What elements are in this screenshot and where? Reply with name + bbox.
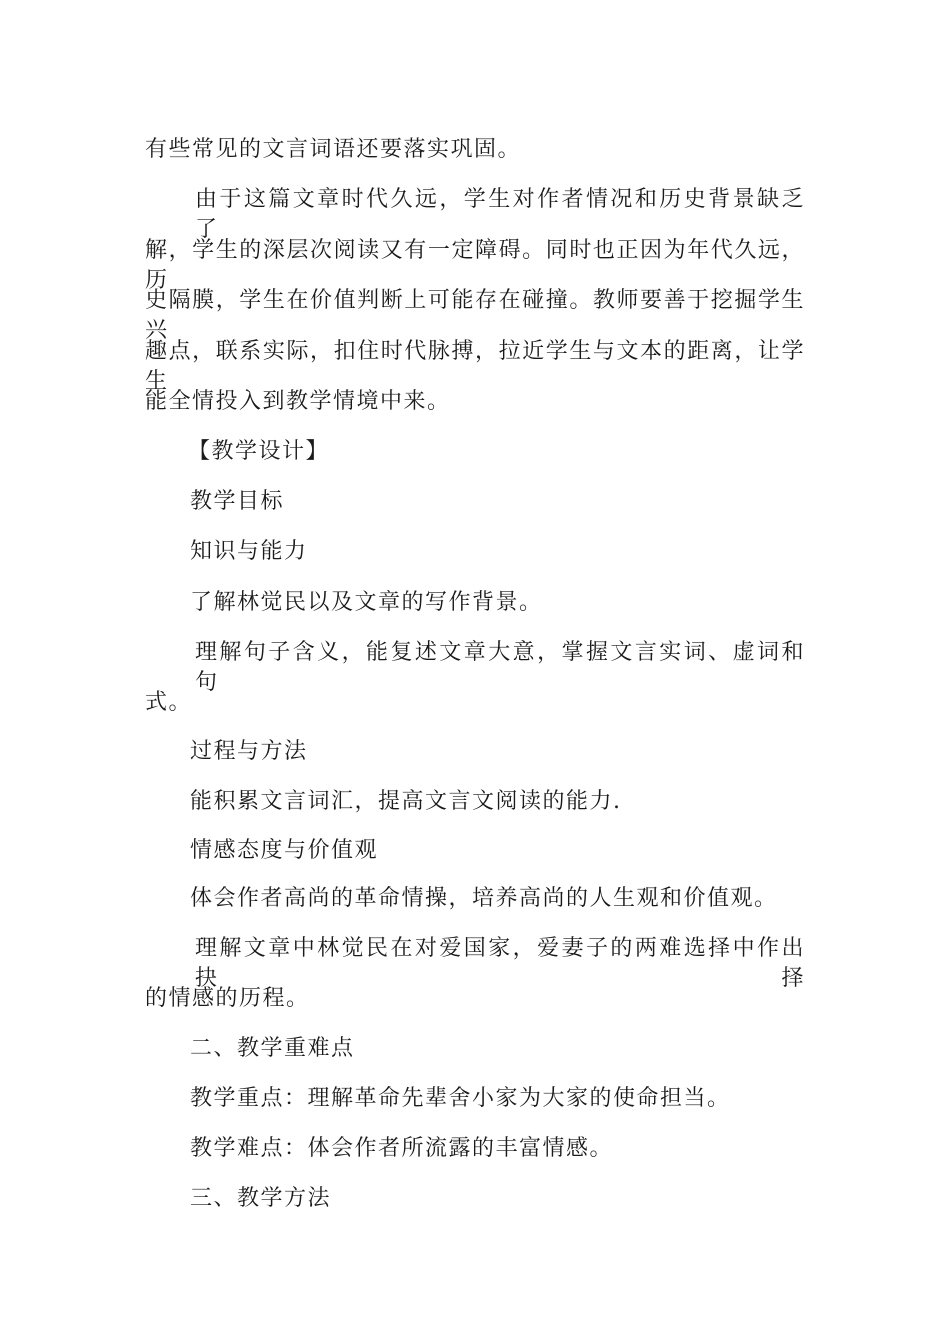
text-line-16: 体会作者高尚的革命情操，培养高尚的人生观和价值观。 (190, 886, 778, 911)
text-line-3: 解，学生的深层次阅读又有一定障碍。同时也正因为年代久远，历 (145, 238, 805, 293)
section-heading-teaching-design: 【教学设计】 (188, 439, 330, 464)
text-line-17: 理解文章中林觉民在对爱国家，爱妻子的两难选择中作出抉择 (195, 936, 805, 991)
section-heading-teaching-method: 三、教学方法 (190, 1186, 332, 1211)
text-line-4: 史隔膜，学生在价值判断上可能存在碰撞。教师要善于挖掘学生兴 (145, 288, 805, 343)
text-line-5: 趣点，联系实际，扣住时代脉搏，拉近学生与文本的距离，让学生 (145, 339, 805, 394)
subheading-teaching-goals: 教学目标 (190, 489, 285, 514)
text-line-6: 能全情投入到教学情境中来。 (145, 389, 451, 414)
text-line-20: 教学重点：理解革命先辈舍小家为大家的使命担当。 (190, 1086, 731, 1111)
section-heading-key-points: 二、教学重难点 (190, 1036, 355, 1061)
text-line-1: 有些常见的文言词语还要落实巩固。 (145, 137, 522, 162)
text-line-12: 式。 (145, 690, 193, 715)
text-line-18: 的情感的历程。 (145, 986, 310, 1011)
text-line-21: 教学难点：体会作者所流露的丰富情感。 (190, 1136, 614, 1161)
subheading-attitude-values: 情感态度与价值观 (190, 838, 379, 863)
text-line-10: 了解林觉民以及文章的写作背景。 (190, 590, 543, 615)
text-line-2: 由于这篇文章时代久远，学生对作者情况和历史背景缺乏了 (195, 187, 805, 242)
text-line-11: 理解句子含义，能复述文章大意，掌握文言实词、虚词和句 (195, 640, 805, 695)
subheading-knowledge-ability: 知识与能力 (190, 539, 308, 564)
subheading-process-method: 过程与方法 (190, 739, 308, 764)
text-line-14: 能积累文言词汇，提高文言文阅读的能力. (190, 789, 622, 814)
